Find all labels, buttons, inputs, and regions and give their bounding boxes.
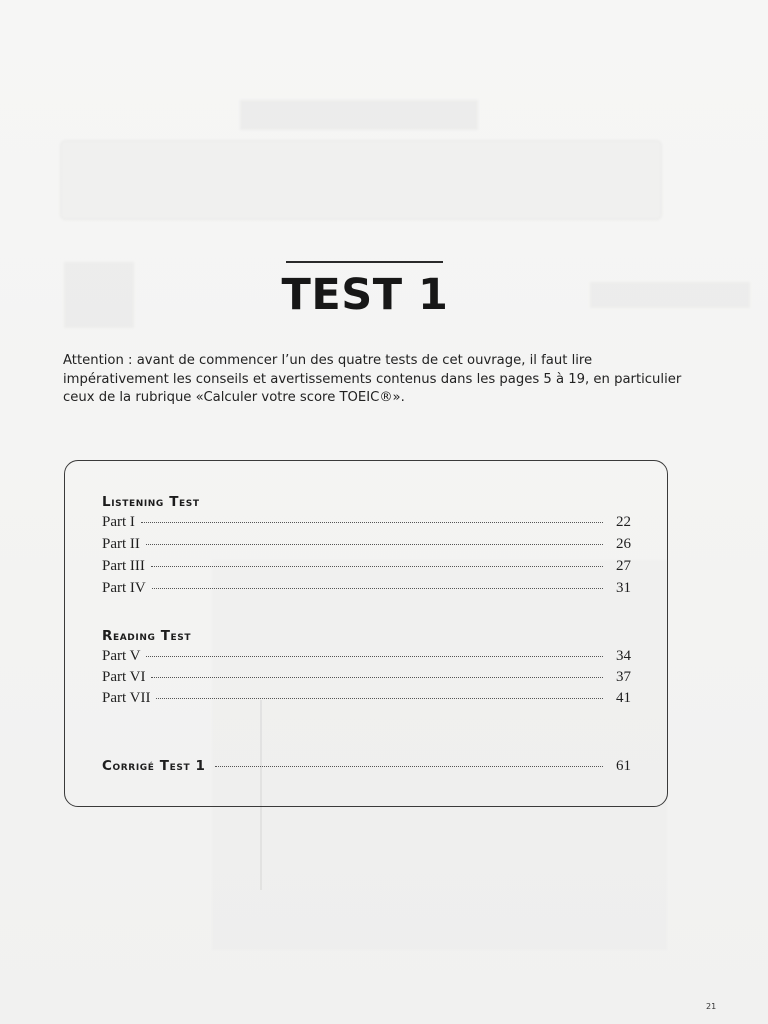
toc-row-part-3[interactable] (102, 558, 631, 578)
toc-page-number: 41 (616, 690, 631, 706)
toc-label: Part VI (102, 669, 146, 685)
toc-row-corrige[interactable] (102, 758, 631, 778)
dot-leader (215, 766, 603, 767)
toc-label: Part V (102, 648, 141, 664)
toc-label: Part VII (102, 690, 151, 706)
dot-leader (141, 522, 603, 523)
page-number: 21 (706, 1002, 717, 1011)
toc-row-part-4[interactable] (102, 580, 631, 600)
toc-label: Part I (102, 514, 135, 530)
corrige-heading: Corrigé Test 1 (102, 758, 206, 774)
dot-leader (151, 677, 603, 678)
toc-page-number: 27 (616, 558, 631, 574)
toc-row-part-5[interactable] (102, 648, 631, 668)
dot-leader (146, 656, 603, 657)
dot-leader (152, 588, 603, 589)
toc-label: Part II (102, 536, 140, 552)
toc-page-number: 61 (616, 758, 631, 774)
page-title: TEST 1 (281, 270, 449, 320)
listening-test-heading: Listening Test (102, 494, 200, 510)
toc-row-part-7[interactable] (102, 690, 631, 710)
toc-row-part-2[interactable] (102, 536, 631, 556)
toc-label: Part III (102, 558, 145, 574)
reading-test-heading: Reading Test (102, 628, 192, 644)
toc-label: Part IV (102, 580, 146, 596)
dot-leader (151, 566, 603, 567)
dot-leader (156, 698, 603, 699)
bleed-through-shadow (240, 100, 478, 130)
bleed-through-shadow (60, 140, 662, 220)
toc-page-number: 26 (616, 536, 631, 552)
dot-leader (146, 544, 603, 545)
title-rule (286, 261, 443, 263)
toc-page-number: 34 (616, 648, 631, 664)
toc-row-part-1[interactable] (102, 514, 631, 534)
toc-row-part-6[interactable] (102, 669, 631, 689)
toc-page-number: 31 (616, 580, 631, 596)
toc-page-number: 37 (616, 669, 631, 685)
toc-page-number: 22 (616, 514, 631, 530)
attention-notice: Attention : avant de commencer l’un des quatre tests de cet ouvrage, il faut lire impérativement les conseils et avertissements contenus dans les pages 5 à 19, en particulier ceux de la rubrique «Calculer votre score TOEIC®». (63, 353, 682, 405)
